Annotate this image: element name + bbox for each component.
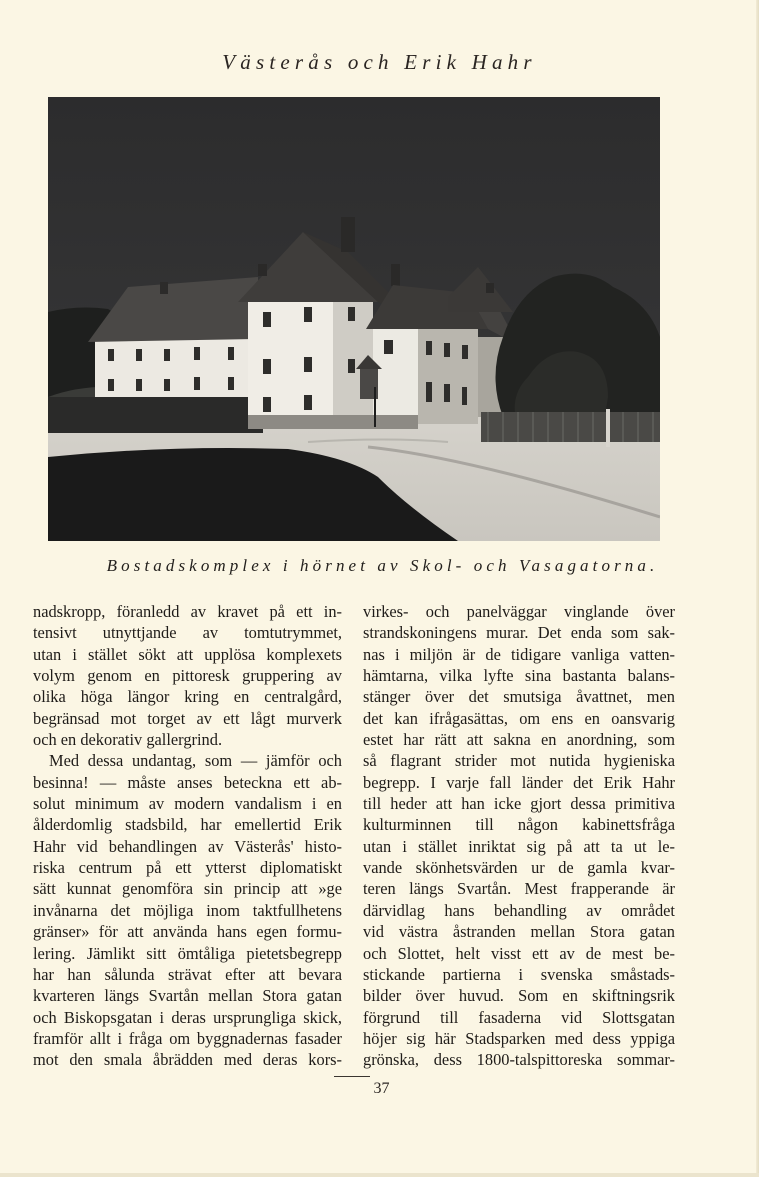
text-line: grönska, dess 1800-talspittoreska sommar- [363, 1050, 675, 1070]
text-line: sätt kunnat genomföra sin princip att »ge [33, 879, 342, 899]
text-line: lering. Jämlikt sitt ömtåliga pietetsbegrepp [33, 943, 342, 963]
text-line: Hahr vid behandlingen av Västerås' histo- [33, 836, 342, 856]
text-line: begrepp. I varje fall länder det Erik Hahr [363, 772, 675, 792]
text-line: tensivt utnyttjande av tomtutrymmet, [33, 623, 342, 643]
running-head: Västerås och Erik Hahr [222, 50, 537, 74]
text-line: stänger över det smutsiga åvattnet, men [363, 687, 675, 707]
text-line: mot den smala åbrädden med deras kors- [33, 1050, 342, 1070]
text-line: ålderdomlig stadsbild, har emellertid Erik [33, 815, 342, 835]
text-line: strandskoningens murar. Det enda som sak- [363, 623, 675, 643]
text-line: kvarteren längs Svartån mellan Stora gatan [33, 986, 342, 1006]
photo-illustration [48, 97, 660, 541]
text-line: volym genom en pittoresk gruppering av [33, 666, 342, 686]
text-line: solut minimum av modern vandalism i en [33, 794, 342, 814]
text-line: framför allt i fråga om byggnadernas fasader [33, 1028, 342, 1048]
figure-caption: Bostadskomplex i hörnet av Skol- och Vasagatorna. [106, 556, 659, 575]
text-column-right [363, 601, 675, 1071]
text-line: därvidlag hans behandling av området [363, 900, 675, 920]
text-line: nadskropp, föranledd av kravet på ett in- [33, 602, 342, 621]
text-line: utan i stället inriktat sig på att ta ut le- [363, 836, 675, 856]
page-number: 37 [373, 1080, 390, 1097]
text-line: vande skönhetsvärden ur de gamla kvar- [363, 858, 675, 878]
text-line: vid västra åstranden mellan Stora gatan [363, 922, 675, 942]
text-line: och Slottet, helt visst ett av de mest be- [363, 943, 675, 963]
text-line: riska centrum på ett ytterst diplomatiskt [33, 858, 342, 878]
text-line: nas i miljön är de tidigare vanliga vatten- [363, 644, 675, 664]
folio-rule [334, 1076, 370, 1077]
text-line: Med dessa undantag, som — jämför och [49, 751, 342, 771]
text-line: till heder att han icke gjort dessa primitiva [363, 794, 675, 814]
text-line: invånarna det möjliga inom taktfullhetens [33, 900, 342, 920]
text-line: har han sålunda strävat efter att bevara [33, 964, 342, 984]
text-line: och en dekorativ gallergrind. [33, 730, 223, 750]
text-line: hämtarna, vilka lyfte sina bastanta balans- [363, 666, 675, 686]
text-line: besinna! — måste anses beteckna ett ab- [33, 772, 342, 792]
text-line: och Biskopsgatan i deras ursprungliga skick, [33, 1007, 342, 1027]
text-line: begränsad mot torget av ett lågt murverk [33, 708, 342, 728]
text-line: så flagrant strider mot nutida hygieniska [363, 751, 675, 771]
building-photograph [48, 97, 660, 541]
text-line: det kan ifrågasättas, om ens en oansvarig [363, 708, 675, 728]
page-edge [0, 1173, 759, 1177]
text-line: olika höga längor kring en centralgård, [33, 687, 342, 707]
text-line: förgrund till fasaderna vid Slottsgatan [363, 1007, 675, 1027]
text-line: virkes- och panelväggar vinglande över [363, 602, 675, 621]
text-line: estet har rätt att sakna en anordning, som [363, 730, 675, 750]
text-line: stickande partierna i svenska småstads- [363, 964, 675, 984]
text-line: kulturminnen till någon kabinettsfråga [363, 815, 675, 835]
text-line: utan i stället sökt att upplösa komplexets [33, 644, 342, 664]
text-line: höjer sig här Stadsparken med dess yppiga [363, 1028, 675, 1048]
text-line: bilder över huvud. Som en skiftningsrik [363, 986, 675, 1006]
text-line: teren längs Svartån. Mest frapperande är [363, 879, 675, 899]
text-column-left [33, 601, 342, 1071]
text-line: gränser» för att använda hans egen formu- [33, 922, 342, 942]
